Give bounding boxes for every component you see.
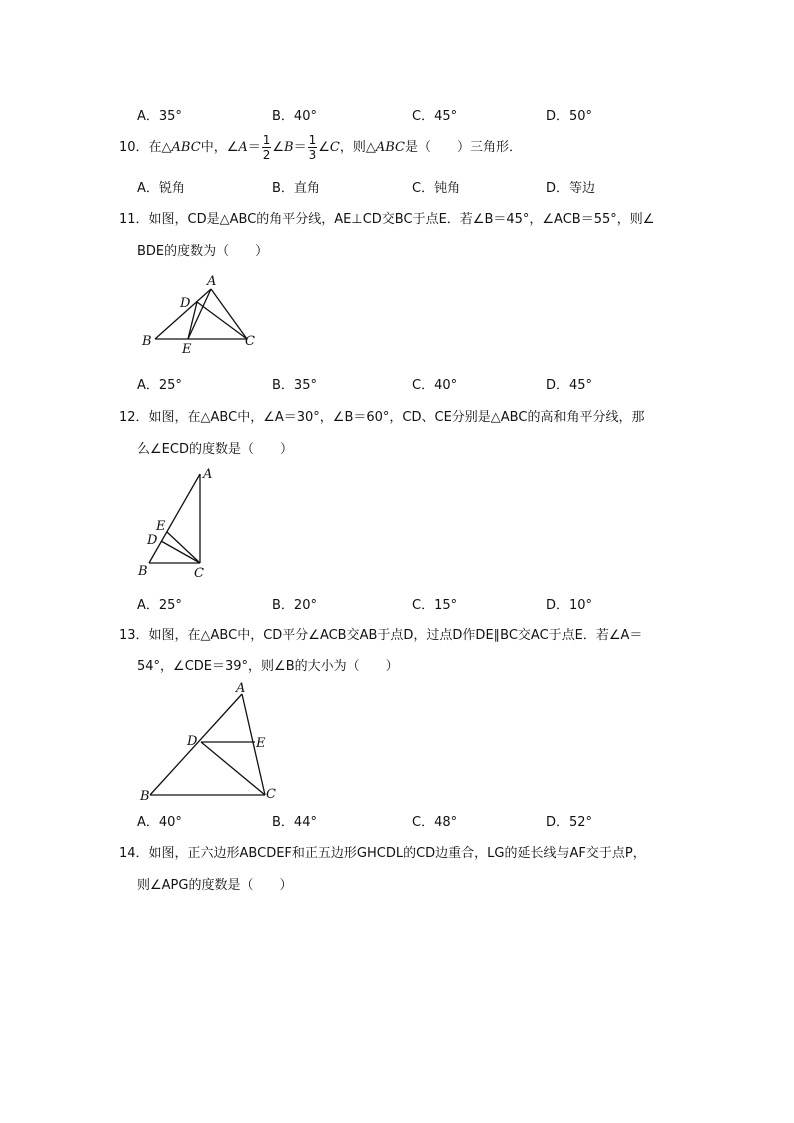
q9-option-d: D．50° [546,109,593,124]
q12-label-d: D [147,533,158,548]
q11-segment-ac [211,289,247,339]
q11-label-c: C [245,334,255,349]
q12-option-a: A．25° [137,598,182,613]
q13-label-e: E [256,736,266,751]
q11-label-b: B [142,334,152,349]
q13-option-a: A．40° [137,815,182,830]
q11-option-b: B．35° [272,378,317,393]
q12-label-c: C [194,566,204,581]
q11-figure [135,268,265,358]
q12-option-c: C．15° [412,598,458,613]
q13-option-d: D．52° [546,815,593,830]
q14-stem-line1: 14．如图，正六边形ABCDEF和正五边形GHCDL的CD边重合，LG的延长线与AF交于点P， [119,846,646,861]
q11-stem-line1: 11．如图，CD是△ABC的角平分线，AE⊥CD交BC于点E．若∠B＝45°，∠ACB＝55°，则∠ [119,212,655,227]
q12-option-d: D．10° [546,598,593,613]
q14-stem-line2: 则∠APG的度数是（ ） [137,878,293,893]
q10-stem: 10．在△ABC中，∠A＝ $\frac{1}{2}$ ∠B＝ $\frac{1}{3}$ ∠C，则△ABC是（ ）三角形． [119,133,523,162]
q13-stem-line1: 13．如图，在△ABC中，CD平分∠ACB交AB于点D，过点D作DE∥BC交AC于点E．若∠A＝ [119,628,643,643]
q12-label-e: E [156,519,166,534]
q11-stem-line2: BDE的度数为（ ） [137,244,269,259]
q9-option-a: A．35° [137,109,182,124]
q12-stem-line2: 么∠ECD的度数是（ ） [137,442,293,457]
q13-label-d: D [187,734,198,749]
q11-segment-cd [197,302,247,339]
q10-option-b: B．直角 [272,181,320,196]
q11-label-e: E [182,342,192,357]
q11-option-c: C．40° [412,378,458,393]
q12-label-b: B [138,564,148,579]
q13-option-c: C．48° [412,815,458,830]
q11-option-a: A．25° [137,378,182,393]
q11-segment-ae [188,289,211,339]
q12-label-a: A [203,467,213,482]
q9-option-b: B．40° [272,109,317,124]
q13-label-a: A [236,681,246,696]
q13-label-b: B [140,789,150,804]
fraction-one-third: $\frac{1}{3}$ [308,133,317,162]
q10-number: 10． [119,140,149,155]
q12-option-b: B．20° [272,598,317,613]
q13-label-c: C [266,787,276,802]
q9-option-c: C．45° [412,109,458,124]
q10-option-a: A．锐角 [137,181,185,196]
q10-option-c: C．钝角 [412,181,461,196]
q13-figure [135,678,285,806]
q11-label-d: D [180,296,191,311]
q13-option-b: B．44° [272,815,317,830]
q10-option-d: D．等边 [546,181,596,196]
q12-stem-line1: 12．如图，在△ABC中，∠A＝30°，∠B＝60°，CD、CE分别是△ABC的高和角平分线，那 [119,410,645,425]
q11-label-a: A [207,274,217,289]
q12-figure [130,462,225,582]
q13-stem-line2: 54°，∠CDE＝39°，则∠B的大小为（ ） [137,659,399,674]
fraction-one-half: $\frac{1}{2}$ [262,133,271,162]
q11-option-d: D．45° [546,378,593,393]
